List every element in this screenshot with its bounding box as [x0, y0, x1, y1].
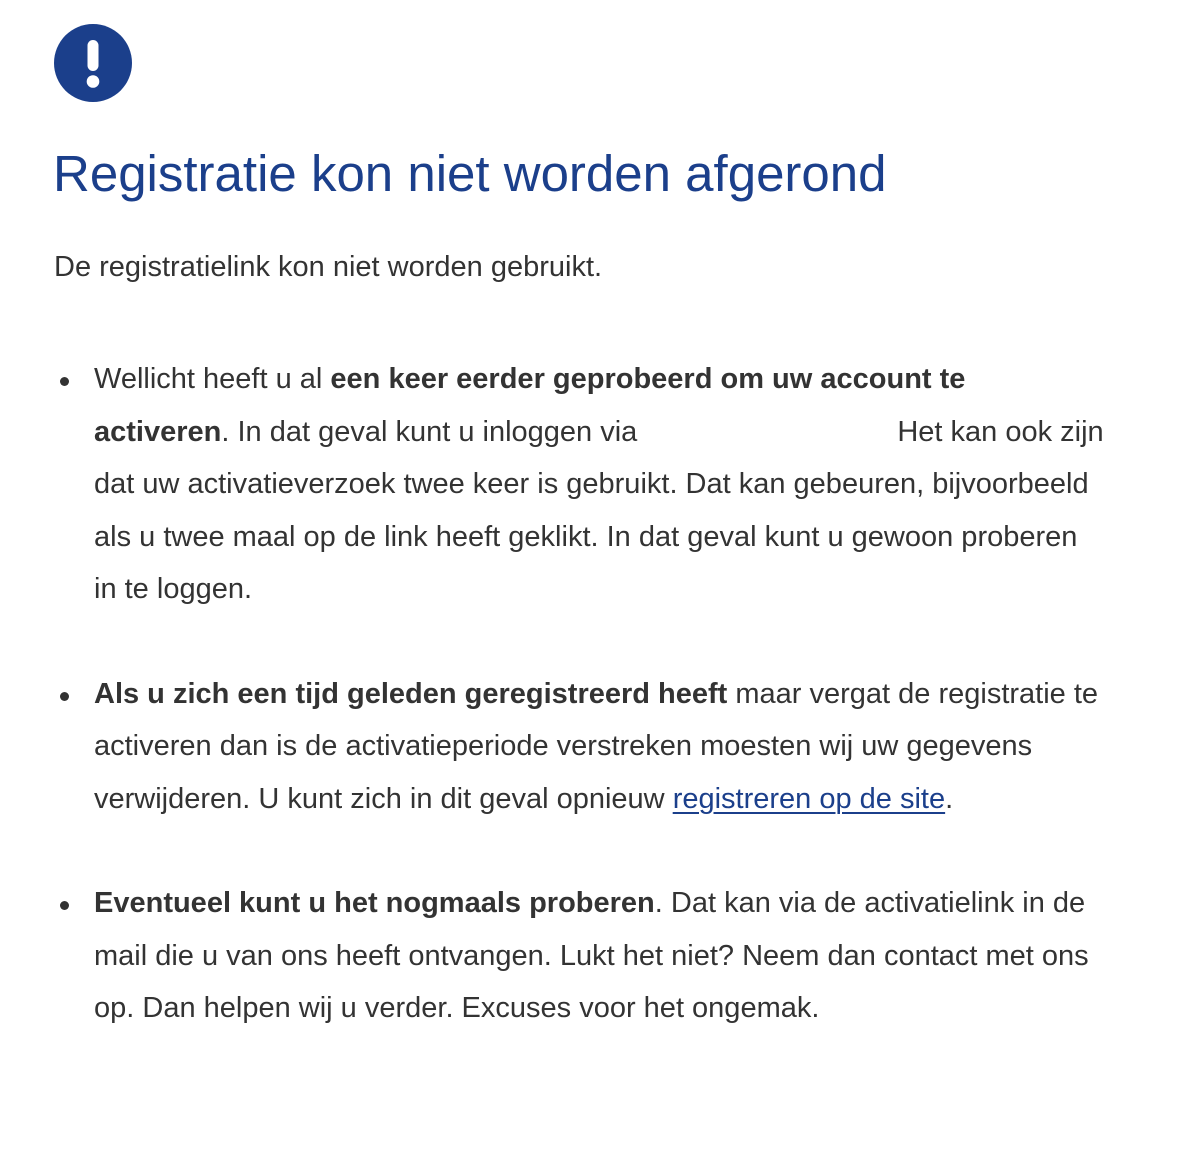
reasons-list [54, 353, 1124, 1035]
item-lead-text: Wellicht heeft u al [94, 363, 331, 395]
item-bold-text: een keer eerder geprobeerd om uw account te activeren [94, 363, 966, 448]
exclamation-icon [54, 24, 132, 102]
item-bold-text: Als u zich een tijd geleden geregistreerd heeft [94, 677, 728, 710]
item-text: . [945, 782, 954, 815]
item-bold-text: Eventueel kunt u het nogmaals proberen [94, 887, 655, 919]
item-text: maar vergat de registratie te activeren dan is de activatieperiode verstreken moesten wij uw gegevens verwijderen. U kunt zich in dit geval opnieuw [94, 677, 1099, 815]
item-text: Het kan ook zijn dat uw activatieverzoek twee keer is gebruikt. Dat kan gebeuren, bijvoorbeeld als u twee maal op de link heeft geklikt. In dat geval kunt u gewoon proberen in te loggen. [94, 415, 1104, 605]
item-text: . Dat kan via de activatielink in de mail die u van ons heeft ontvangen. Lukt het niet? Neem dan contact met ons op. Dan helpen wij u verder. Excuses voor het ongemak. [94, 887, 1089, 1024]
item-text: . In dat geval kunt u inloggen via [221, 415, 638, 448]
list-item [54, 877, 1106, 1035]
list-item [54, 668, 1106, 826]
register-link[interactable]: registreren op de site [672, 782, 946, 815]
error-panel [54, 24, 1124, 1087]
list-item [54, 353, 1106, 616]
intro-text: De registratielink kon niet worden gebruikt. [54, 251, 603, 283]
page-title: Registratie kon niet worden afgerond [53, 145, 887, 202]
